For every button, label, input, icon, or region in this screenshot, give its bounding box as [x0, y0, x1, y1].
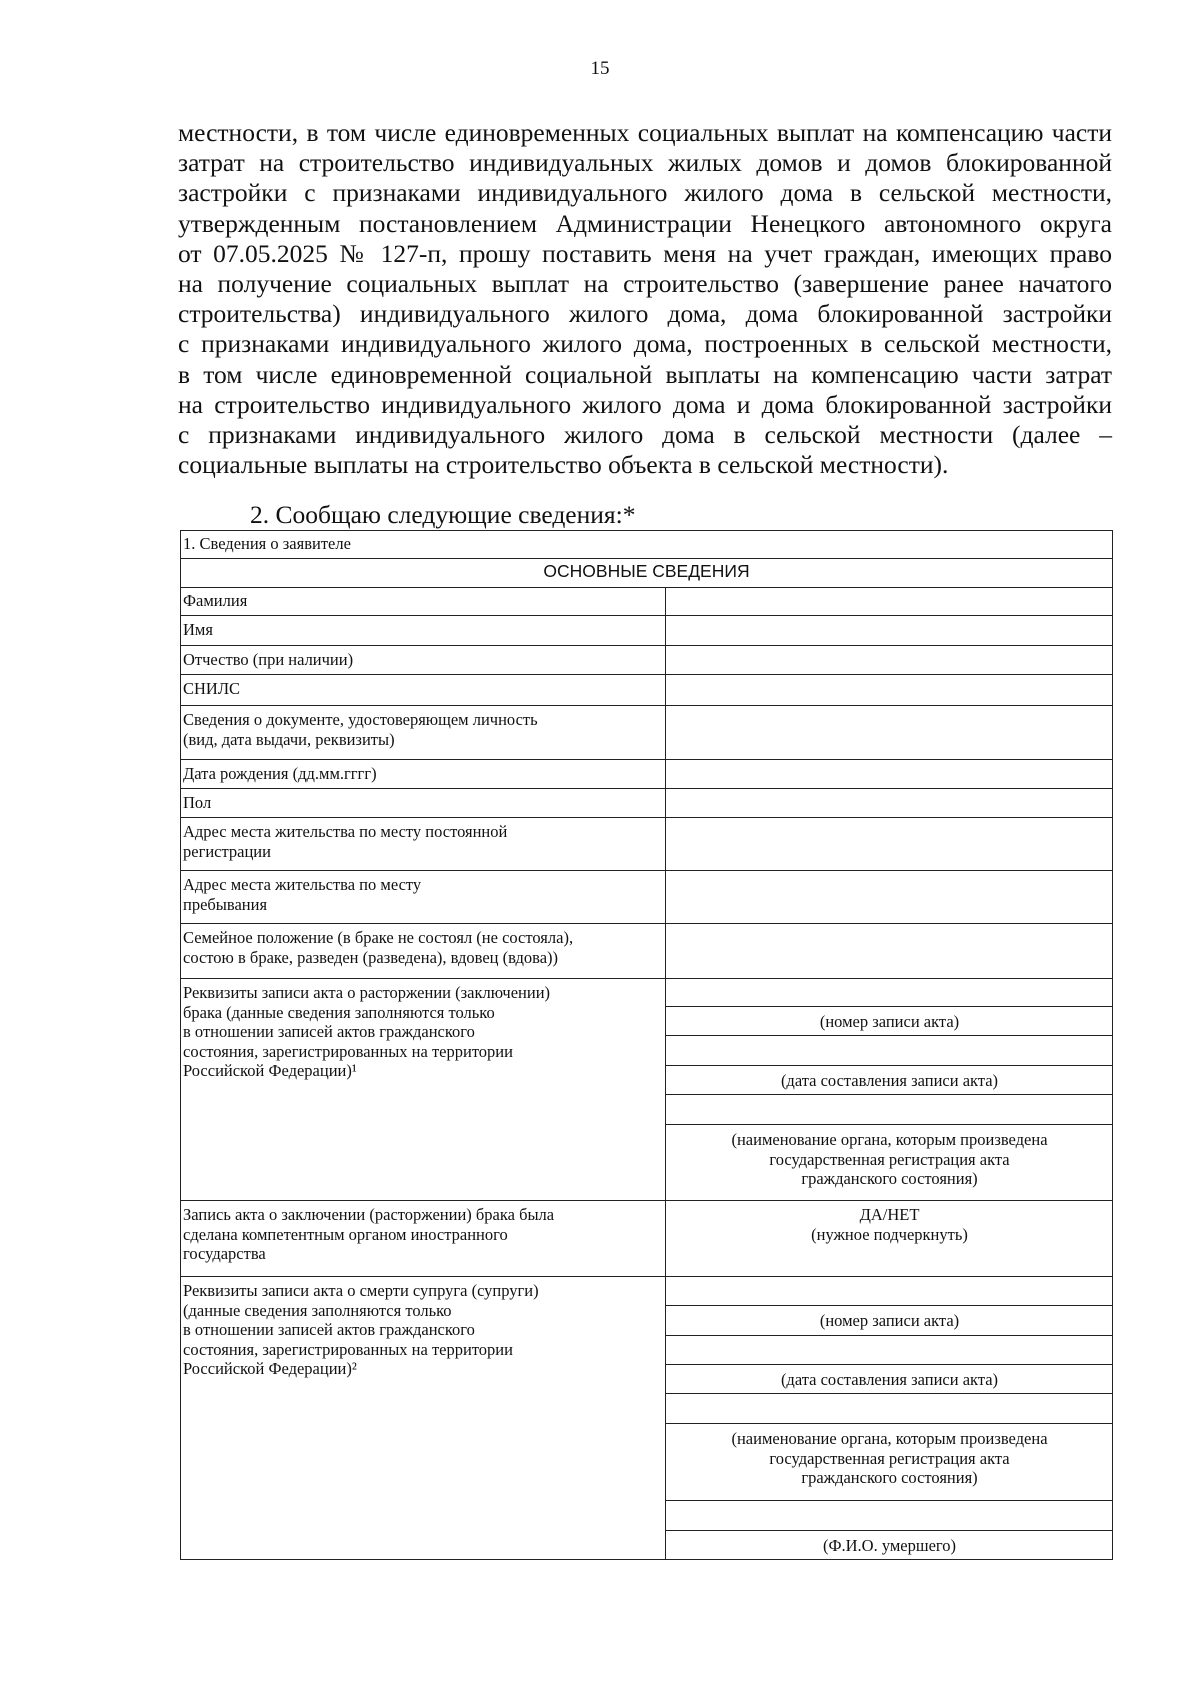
- field-rule: [666, 1124, 1113, 1125]
- field-rule: [666, 1393, 1113, 1394]
- table-rule: [180, 817, 1113, 818]
- field-rule: [666, 1094, 1113, 1095]
- hint-record-date: (дата составления записи акта): [780, 1370, 999, 1389]
- hint-yes-no: ДА/НЕТ (нужное подчеркнуть): [811, 1205, 968, 1244]
- label-snils: СНИЛС: [183, 679, 241, 698]
- table-rule: [180, 923, 1113, 924]
- table-rule: [180, 705, 1113, 706]
- intro-line: застройки с признаками индивидуального жилого дома в сельской местности,: [178, 178, 1112, 208]
- section-heading: 2. Сообщаю следующие сведения:*: [250, 500, 636, 529]
- hint-registration-organ: (наименование органа, которым произведена государственная регистрация акта гражданского состояния): [731, 1429, 1048, 1487]
- label-marital-status: Семейное положение (в браке не состоял (не состояла), состою в браке, разведен (разведена), вдовец (вдова)): [183, 928, 574, 967]
- intro-line: на строительство индивидуального жилого дома и дома блокированной застройки: [178, 389, 1112, 419]
- intro-line: местности, в том числе единовременных социальных выплат на компенсацию части: [178, 118, 1112, 147]
- table-rule: [180, 1200, 1113, 1201]
- label-sex: Пол: [183, 793, 212, 812]
- label-foreign-authority: Запись акта о заключении (расторжении) брака была сделана компетентным органом иностранного государства: [183, 1205, 555, 1263]
- intro-line: с признаками индивидуального жилого дома в сельской местности (далее –: [178, 420, 1112, 450]
- field-rule: [666, 1423, 1113, 1424]
- label-stay-address: Адрес места жительства по месту пребывания: [183, 875, 422, 914]
- hint-registration-organ: (наименование органа, которым произведена государственная регистрация акта гражданского состояния): [731, 1130, 1048, 1188]
- label-patronymic: Отчество (при наличии): [183, 650, 354, 669]
- table-rule: [180, 1276, 1113, 1277]
- label-name: Имя: [183, 620, 213, 639]
- label-birth-date: Дата рождения (дд.мм.гггг): [183, 764, 377, 783]
- table-rule: [180, 674, 1113, 675]
- intro-paragraph: [178, 118, 1112, 450]
- table-rule: [180, 615, 1113, 616]
- intro-line: на получение социальных выплат на строительство (завершение ранее начатого: [178, 269, 1112, 299]
- column-divider: [665, 587, 666, 1560]
- intro-line: затрат на строительство индивидуальных жилых домов и домов блокированной: [178, 148, 1112, 178]
- label-surname: Фамилия: [183, 591, 248, 610]
- table-rule: [180, 978, 1113, 979]
- intro-line: строительства) индивидуального жилого дома, дома блокированной застройки: [178, 299, 1112, 329]
- table-rule: [180, 759, 1113, 760]
- table-rule: [180, 788, 1113, 789]
- field-rule: [666, 1335, 1113, 1336]
- field-rule: [666, 1305, 1113, 1306]
- field-rule: [666, 1035, 1113, 1036]
- field-rule: [666, 1500, 1113, 1501]
- label-marriage-record: Реквизиты записи акта о расторжении (заключении) брака (данные сведения заполняются только в отношении записей актов гражданского состояния, зарегистрированных на территории Российской Федерации)¹: [183, 983, 551, 1080]
- table-rule: [180, 870, 1113, 871]
- intro-line: от 07.05.2025 № 127-п, прошу поставить меня на учет граждан, имеющих право: [178, 238, 1112, 268]
- label-death-record: Реквизиты записи акта о смерти супруга (супруги) (данные сведения заполняются только в отношении записей актов гражданского состояния, зарегистрированных на территории Российской Федерации)²: [183, 1281, 539, 1378]
- table-rule: [180, 558, 1113, 559]
- intro-line: с признаками индивидуального жилого дома, построенных в сельской местности,: [178, 329, 1112, 359]
- hint-record-number: (номер записи акта): [819, 1012, 960, 1031]
- hint-record-date: (дата составления записи акта): [780, 1071, 999, 1090]
- intro-line: в том числе единовременной социальной выплаты на компенсацию части затрат: [178, 359, 1112, 389]
- table-rule: [180, 645, 1113, 646]
- field-rule: [666, 1530, 1113, 1531]
- page-number: 15: [590, 58, 610, 79]
- field-rule: [666, 1065, 1113, 1066]
- field-rule: [666, 1006, 1113, 1007]
- intro-last-line: социальные выплаты на строительство объекта в сельской местности).: [178, 450, 949, 479]
- label-identity-document: Сведения о документе, удостоверяющем личность (вид, дата выдачи, реквизиты): [183, 710, 538, 749]
- intro-line: утвержденным постановлением Администрации Ненецкого автономного округа: [178, 208, 1112, 238]
- label-registration-address: Адрес места жительства по месту постоянной регистрации: [183, 822, 508, 861]
- main-heading: ОСНОВНЫЕ СВЕДЕНИЯ: [543, 561, 750, 581]
- field-rule: [666, 1364, 1113, 1365]
- table-rule: [180, 587, 1113, 588]
- hint-deceased-name: (Ф.И.О. умершего): [822, 1536, 957, 1555]
- hint-record-number: (номер записи акта): [819, 1311, 960, 1330]
- section-title: 1. Сведения о заявителе: [183, 534, 351, 553]
